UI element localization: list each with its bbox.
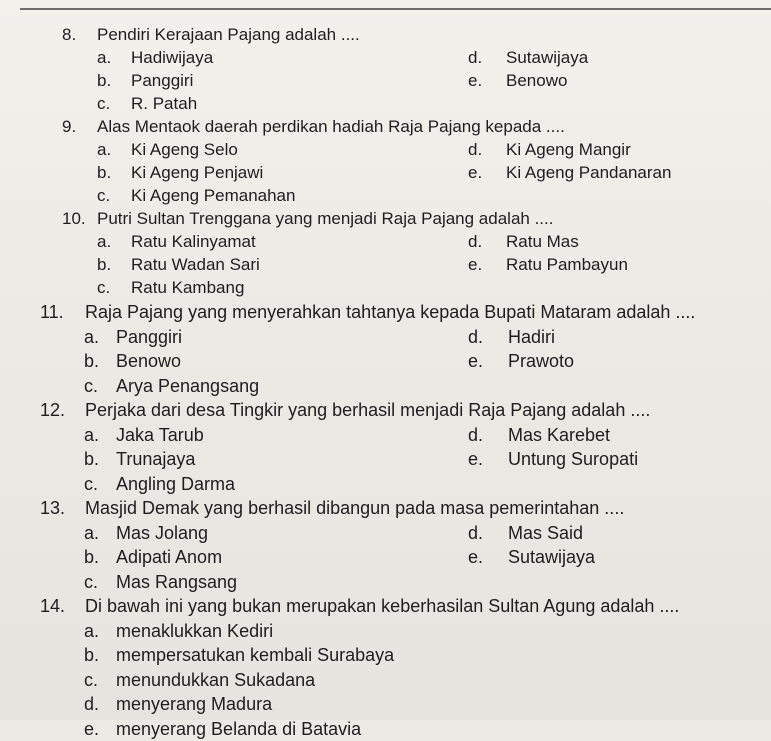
option-row — [0, 447, 771, 472]
question-stem — [0, 398, 771, 423]
question-13 — [0, 496, 771, 594]
lower-question-group — [0, 300, 771, 741]
option-letter: d. — [84, 692, 99, 716]
option-text: menaklukkan Kediri — [116, 619, 273, 643]
option-letter: c. — [97, 93, 110, 115]
top-rule-line — [20, 8, 771, 10]
question-stem — [0, 300, 771, 325]
option-row — [0, 423, 771, 448]
option-letter: a. — [84, 521, 99, 545]
option-letter: b. — [84, 545, 99, 569]
option-text: Sutawijaya — [508, 545, 595, 569]
question-number: 10. — [62, 208, 86, 230]
question-11 — [0, 300, 771, 398]
question-number: 9. — [62, 116, 76, 138]
option-text: Hadiwijaya — [131, 47, 213, 69]
option-text: R. Patah — [131, 93, 197, 115]
option-text: Ki Ageng Mangir — [506, 139, 631, 161]
question-text: Di bawah ini yang bukan merupakan keberhasilan Sultan Agung adalah .... — [85, 594, 679, 618]
option-text: Trunajaya — [116, 447, 195, 471]
option-letter: e. — [468, 70, 482, 92]
option-text: Ratu Kalinyamat — [131, 231, 256, 253]
option-letter: e. — [468, 349, 483, 373]
question-stem — [0, 24, 771, 47]
option-row — [0, 93, 771, 116]
option-letter: c. — [84, 570, 98, 594]
option-row — [0, 70, 771, 93]
option-letter: d. — [468, 47, 482, 69]
option-row — [0, 570, 771, 595]
option-row — [0, 325, 771, 350]
option-row — [0, 692, 771, 717]
option-letter: c. — [97, 185, 110, 207]
option-letter: a. — [97, 231, 111, 253]
option-text: Ratu Kambang — [131, 277, 244, 299]
option-row — [0, 231, 771, 254]
option-text: Benowo — [506, 70, 567, 92]
question-number: 14. — [40, 594, 65, 618]
option-letter: b. — [97, 70, 111, 92]
option-letter: a. — [97, 139, 111, 161]
question-number: 12. — [40, 398, 65, 422]
option-text: Untung Suropati — [508, 447, 638, 471]
option-letter: c. — [84, 472, 98, 496]
question-stem — [0, 208, 771, 231]
option-text: Ki Ageng Selo — [131, 139, 238, 161]
question-number: 8. — [62, 24, 76, 46]
question-text: Putri Sultan Trenggana yang menjadi Raja Pajang adalah .... — [97, 208, 553, 230]
option-letter: d. — [468, 231, 482, 253]
option-row — [0, 668, 771, 693]
option-letter: c. — [97, 277, 110, 299]
question-10 — [0, 208, 771, 300]
option-letter: b. — [84, 349, 99, 373]
option-text: Jaka Tarub — [116, 423, 204, 447]
option-text: Mas Said — [508, 521, 583, 545]
option-letter: b. — [97, 162, 111, 184]
option-text: menyerang Belanda di Batavia — [116, 717, 361, 741]
option-text: Angling Darma — [116, 472, 235, 496]
question-text: Perjaka dari desa Tingkir yang berhasil menjadi Raja Pajang adalah .... — [85, 398, 650, 422]
option-letter: b. — [97, 254, 111, 276]
option-row — [0, 619, 771, 644]
option-text: Ki Ageng Pandanaran — [506, 162, 671, 184]
option-letter: e. — [84, 717, 99, 741]
question-9 — [0, 116, 771, 208]
question-stem — [0, 116, 771, 139]
option-letter: a. — [97, 47, 111, 69]
option-text: Sutawijaya — [506, 47, 588, 69]
option-row — [0, 162, 771, 185]
option-row — [0, 545, 771, 570]
option-text: Benowo — [116, 349, 181, 373]
question-stem — [0, 594, 771, 619]
option-text: Adipati Anom — [116, 545, 222, 569]
option-letter: d. — [468, 423, 483, 447]
question-number: 13. — [40, 496, 65, 520]
option-letter: b. — [84, 643, 99, 667]
option-row — [0, 472, 771, 497]
option-text: Ki Ageng Penjawi — [131, 162, 263, 184]
option-text: Mas Karebet — [508, 423, 610, 447]
option-row — [0, 374, 771, 399]
option-letter: d. — [468, 521, 483, 545]
option-row — [0, 717, 771, 741]
option-letter: b. — [84, 447, 99, 471]
option-letter: e. — [468, 254, 482, 276]
option-letter: d. — [468, 325, 483, 349]
question-text: Raja Pajang yang menyerahkan tahtanya kepada Bupati Mataram adalah .... — [85, 300, 695, 324]
option-row — [0, 185, 771, 208]
question-14 — [0, 594, 771, 741]
option-letter: c. — [84, 668, 98, 692]
option-text: Ratu Mas — [506, 231, 579, 253]
option-text: Panggiri — [116, 325, 182, 349]
option-row — [0, 254, 771, 277]
option-text: Hadiri — [508, 325, 555, 349]
option-row — [0, 139, 771, 162]
option-letter: c. — [84, 374, 98, 398]
option-row — [0, 521, 771, 546]
question-text: Alas Mentaok daerah perdikan hadiah Raja Pajang kepada .... — [97, 116, 565, 138]
option-letter: a. — [84, 325, 99, 349]
option-text: Prawoto — [508, 349, 574, 373]
option-text: menundukkan Sukadana — [116, 668, 315, 692]
option-letter: e. — [468, 545, 483, 569]
question-stem — [0, 496, 771, 521]
option-text: menyerang Madura — [116, 692, 272, 716]
question-8 — [0, 24, 771, 116]
question-list — [0, 24, 771, 741]
option-text: Ki Ageng Pemanahan — [131, 185, 295, 207]
option-letter: e. — [468, 162, 482, 184]
option-row — [0, 47, 771, 70]
option-letter: d. — [468, 139, 482, 161]
option-row — [0, 643, 771, 668]
option-letter: e. — [468, 447, 483, 471]
option-text: Arya Penangsang — [116, 374, 259, 398]
option-text: Ratu Wadan Sari — [131, 254, 260, 276]
option-letter: a. — [84, 619, 99, 643]
question-text: Pendiri Kerajaan Pajang adalah .... — [97, 24, 360, 46]
option-row — [0, 277, 771, 300]
option-text: Mas Jolang — [116, 521, 208, 545]
option-row — [0, 349, 771, 374]
option-letter: a. — [84, 423, 99, 447]
question-12 — [0, 398, 771, 496]
question-text: Masjid Demak yang berhasil dibangun pada masa pemerintahan .... — [85, 496, 624, 520]
option-text: mempersatukan kembali Surabaya — [116, 643, 394, 667]
option-text: Panggiri — [131, 70, 193, 92]
option-text: Mas Rangsang — [116, 570, 237, 594]
option-text: Ratu Pambayun — [506, 254, 628, 276]
question-number: 11. — [40, 300, 64, 324]
